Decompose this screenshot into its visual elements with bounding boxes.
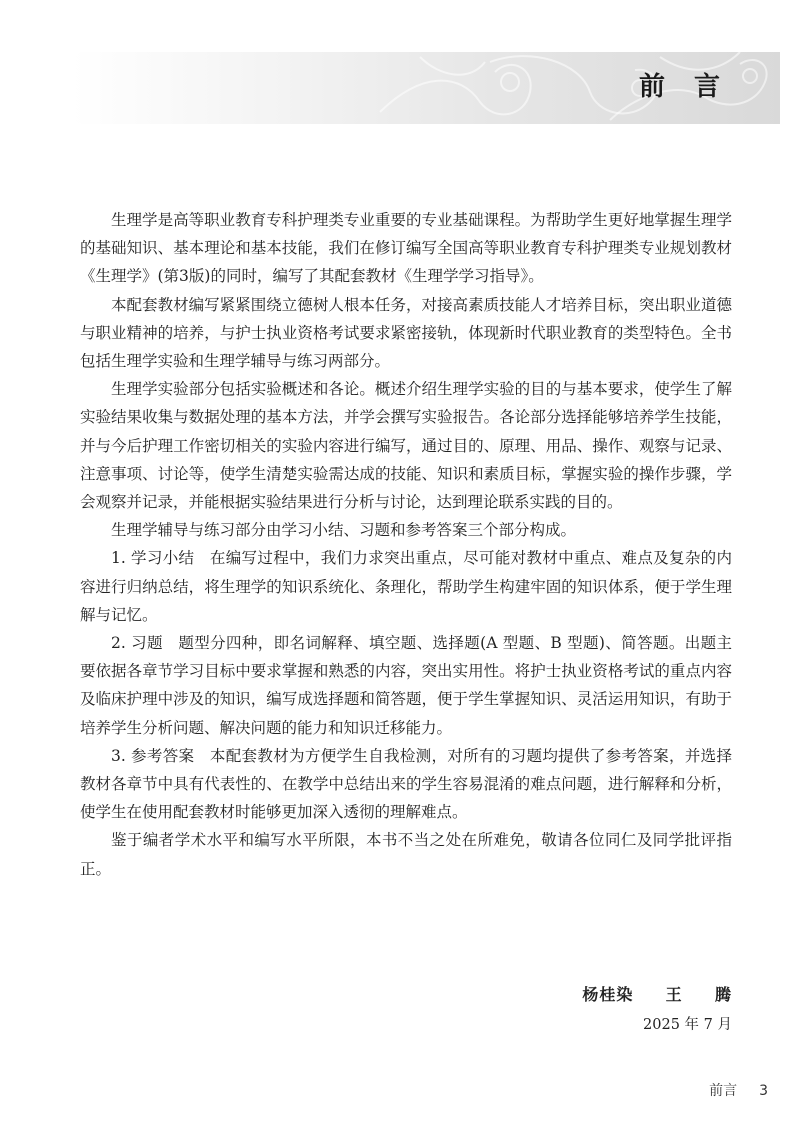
paragraph-text: 鉴于编者学术水平和编写水平所限，本书不当之处在所难免，敬请各位同仁及同学批评指正。 xyxy=(80,831,732,878)
signature-block xyxy=(582,982,732,1034)
page-title: 前 言 xyxy=(638,72,730,102)
paragraph-text: 生理学辅导与练习部分由学习小结、习题和参考答案三个部分构成。 xyxy=(111,521,577,540)
item-label: 3. 参考答案 xyxy=(111,746,195,765)
paragraph-text: 生理学是高等职业教育专科护理类专业重要的专业基础课程。为帮助学生更好地掌握生理学的基础知识、基本理论和基本技能，我们在修订编写全国高等职业教育专科护理类专业规划教材《生理学》(第3版)的同时，编写了其配套教材《生理学学习指导》。 xyxy=(80,211,732,286)
paragraph-text: 题型分四种，即名词解释、填空题、选择题(A 型题、B 型题)、简答题。出题主要依据各章节学习目标中要求掌握和熟悉的内容，突出实用性。将护士执业资格考试的重点内容及临床护理中涉及的知识，编写成选择题和简答题，便于学生掌握知识、灵活运用知识，有助于培养学生分析问题、解决问题的能力和知识迁移能力。 xyxy=(80,634,732,737)
page-number: 3 xyxy=(759,1083,768,1099)
chapter-header-band xyxy=(72,52,780,124)
page-footer xyxy=(709,1080,768,1100)
paragraph-8 xyxy=(80,826,732,882)
paragraph-6 xyxy=(80,629,732,742)
paragraph-1 xyxy=(80,206,732,291)
author-names: 杨桂染 王 腾 xyxy=(582,985,732,1004)
item-label: 1. 学习小结 xyxy=(111,549,195,568)
item-label: 2. 习题 xyxy=(111,634,163,653)
paragraph-text: 本配套教材编写紧紧围绕立德树人根本任务，对接高素质技能人才培养目标，突出职业道德与职业精神的培养，与护士执业资格考试要求紧密接轨，体现新时代职业教育的类型特色。全书包括生理学实验和生理学辅导与练习两部分。 xyxy=(80,295,732,371)
footer-section-label: 前言 xyxy=(709,1083,738,1099)
paragraph-text: 生理学实验部分包括实验概述和各论。概述介绍生理学实验的目的与基本要求，使学生了解实验结果收集与数据处理的基本方法，并学会撰写实验报告。各论部分选择能够培养学生技能，并与今后护理工作密切相关的实验内容进行编写，通过目的、原理、用品、操作、观察与记录、注意事项、讨论等，使学生清楚实验需达成的技能、知识和素质目标，掌握实验的操作步骤，学会观察并记录，并能根据实验结果进行分析与讨论，达到理论联系实践的目的。 xyxy=(80,380,732,512)
paragraph-text: 本配套教材为方便学生自我检测，对所有的习题均提供了参考答案，并选择教材各章节中具有代表性的、在教学中总结出来的学生容易混淆的难点问题，进行解释和分析，使学生在使用配套教材时能够更加深入透彻的理解难点。 xyxy=(80,746,732,822)
paragraph-3 xyxy=(80,375,732,516)
preface-body xyxy=(80,206,732,883)
paragraph-5 xyxy=(80,544,732,629)
paragraph-text: 在编写过程中，我们力求突出重点，尽可能对教材中重点、难点及复杂的内容进行归纳总结，将生理学的知识系统化、条理化，帮助学生构建牢固的知识体系，便于学生理解与记忆。 xyxy=(80,549,732,624)
signature-date: 2025 年 7 月 xyxy=(643,1017,732,1033)
paragraph-7 xyxy=(80,742,732,827)
paragraph-2 xyxy=(80,291,732,376)
paragraph-4 xyxy=(80,516,732,544)
